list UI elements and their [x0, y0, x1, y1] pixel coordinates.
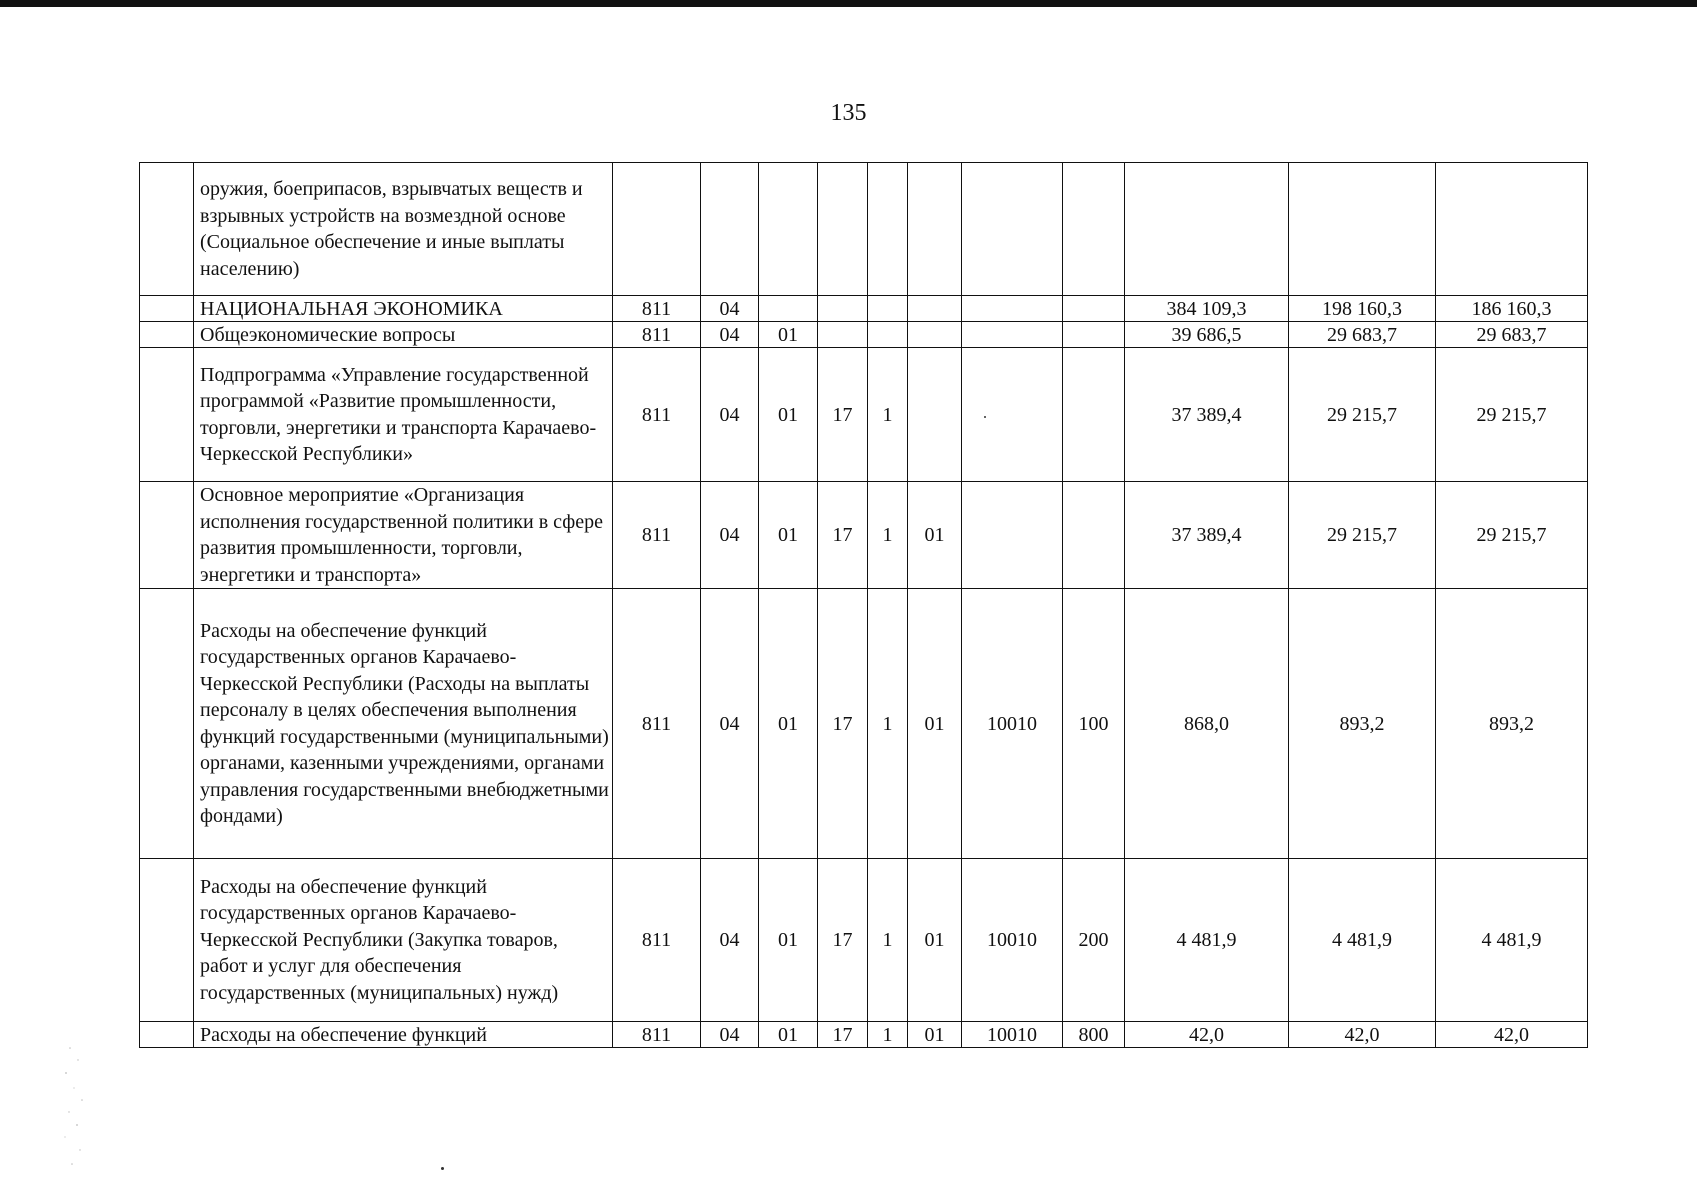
cell-p3: 01	[908, 482, 962, 589]
cell-p3	[908, 163, 962, 296]
cell-p3: 01	[908, 859, 962, 1022]
cell-y3: 186 160,3	[1436, 296, 1588, 322]
cell-y3: 29 683,7	[1436, 322, 1588, 348]
page-number: 135	[830, 100, 867, 126]
cell-y2: 42,0	[1289, 1022, 1436, 1048]
cell-name: Общеэкономические вопросы	[194, 322, 613, 348]
cell-rz: 04	[701, 296, 759, 322]
cell-ved: 811	[613, 589, 701, 859]
cell-vr	[1063, 348, 1125, 482]
cell-y2: 29 215,7	[1289, 482, 1436, 589]
cell-p1	[818, 296, 868, 322]
cell-name: оружия, боеприпасов, взрывчатых веществ и взрывных устройств на возмездной основе (Социальное обеспечение и иные выплаты населению)	[194, 163, 613, 296]
cell-pr: 01	[759, 482, 818, 589]
table-body	[140, 163, 1588, 1048]
cell-p2: 1	[868, 859, 908, 1022]
cell-pr: 01	[759, 859, 818, 1022]
cell-name: Расходы на обеспечение функций	[194, 1022, 613, 1048]
cell-ved: 811	[613, 482, 701, 589]
cell-rz: 04	[701, 1022, 759, 1048]
cell-p1: 17	[818, 859, 868, 1022]
cell-ved: 811	[613, 859, 701, 1022]
cell-p3	[908, 322, 962, 348]
cell-vr: 800	[1063, 1022, 1125, 1048]
cell-name: НАЦИОНАЛЬНАЯ ЭКОНОМИКА	[194, 296, 613, 322]
cell-pr: 01	[759, 589, 818, 859]
table-row	[140, 482, 1588, 589]
cell-p1: 17	[818, 348, 868, 482]
cell-y2	[1289, 163, 1436, 296]
budget-table	[139, 162, 1588, 1048]
cell-ved	[613, 163, 701, 296]
cell-ved: 811	[613, 322, 701, 348]
table-row	[140, 322, 1588, 348]
cell-vr: 200	[1063, 859, 1125, 1022]
row-index-cell	[140, 589, 194, 859]
row-index-cell	[140, 296, 194, 322]
cell-rz: 04	[701, 589, 759, 859]
cell-p4	[962, 482, 1063, 589]
table-row	[140, 1022, 1588, 1048]
cell-p1	[818, 163, 868, 296]
cell-y3: 42,0	[1436, 1022, 1588, 1048]
cell-name: Подпрограмма «Управление государственной программой «Развитие промышленности, торговли, энергетики и транспорта Карачаево-Черкесской Республики»	[194, 348, 613, 482]
cell-y1: 39 686,5	[1125, 322, 1289, 348]
row-index-cell	[140, 322, 194, 348]
cell-p2	[868, 296, 908, 322]
cell-y1: 4 481,9	[1125, 859, 1289, 1022]
cell-p4	[962, 296, 1063, 322]
cell-rz	[701, 163, 759, 296]
cell-y1: 384 109,3	[1125, 296, 1289, 322]
cell-p1: 17	[818, 482, 868, 589]
cell-y2: 29 215,7	[1289, 348, 1436, 482]
cell-p1	[818, 322, 868, 348]
cell-y3	[1436, 163, 1588, 296]
cell-pr: 01	[759, 322, 818, 348]
cell-rz: 04	[701, 859, 759, 1022]
row-index-cell	[140, 348, 194, 482]
cell-y2: 4 481,9	[1289, 859, 1436, 1022]
cell-p2	[868, 163, 908, 296]
cell-y1	[1125, 163, 1289, 296]
cell-rz: 04	[701, 348, 759, 482]
cell-p2: 1	[868, 348, 908, 482]
cell-y1: 868,0	[1125, 589, 1289, 859]
cell-p4: 10010	[962, 859, 1063, 1022]
cell-p2: 1	[868, 1022, 908, 1048]
cell-vr	[1063, 296, 1125, 322]
cell-p2: 1	[868, 482, 908, 589]
top-scan-border	[0, 0, 1697, 7]
cell-p2: 1	[868, 589, 908, 859]
cell-pr: 01	[759, 1022, 818, 1048]
cell-p4: 10010	[962, 1022, 1063, 1048]
row-index-cell	[140, 1022, 194, 1048]
scan-speck	[984, 416, 986, 418]
scan-noise	[60, 1040, 100, 1180]
row-index-cell	[140, 163, 194, 296]
table-row	[140, 859, 1588, 1022]
cell-p4	[962, 348, 1063, 482]
cell-vr	[1063, 482, 1125, 589]
table-row	[140, 348, 1588, 482]
cell-y3: 29 215,7	[1436, 348, 1588, 482]
cell-rz: 04	[701, 482, 759, 589]
cell-ved: 811	[613, 296, 701, 322]
cell-ved: 811	[613, 1022, 701, 1048]
cell-name: Расходы на обеспечение функций государственных органов Карачаево-Черкесской Республики (Расходы на выплаты персоналу в целях обеспечения выполнения функций государственными (муниципальными) органами, казенными учреждениями, органами управления государственными внебюджетными фондами)	[194, 589, 613, 859]
cell-p1: 17	[818, 589, 868, 859]
cell-y2: 29 683,7	[1289, 322, 1436, 348]
cell-p4	[962, 163, 1063, 296]
cell-name: Расходы на обеспечение функций государственных органов Карачаево-Черкесской Республики (Закупка товаров, работ и услуг для обеспечения государственных (муниципальных) нужд)	[194, 859, 613, 1022]
table-row	[140, 163, 1588, 296]
cell-p3	[908, 296, 962, 322]
cell-p3	[908, 348, 962, 482]
cell-vr	[1063, 163, 1125, 296]
cell-y3: 29 215,7	[1436, 482, 1588, 589]
cell-vr	[1063, 322, 1125, 348]
cell-pr: 01	[759, 348, 818, 482]
cell-p4	[962, 322, 1063, 348]
cell-y3: 893,2	[1436, 589, 1588, 859]
table-row	[140, 296, 1588, 322]
cell-p3: 01	[908, 1022, 962, 1048]
scan-speck	[441, 1167, 444, 1170]
cell-y1: 42,0	[1125, 1022, 1289, 1048]
cell-y1: 37 389,4	[1125, 482, 1289, 589]
cell-vr: 100	[1063, 589, 1125, 859]
cell-pr	[759, 163, 818, 296]
cell-p1: 17	[818, 1022, 868, 1048]
cell-rz: 04	[701, 322, 759, 348]
cell-ved: 811	[613, 348, 701, 482]
table-row	[140, 589, 1588, 859]
row-index-cell	[140, 482, 194, 589]
cell-p3: 01	[908, 589, 962, 859]
cell-p4: 10010	[962, 589, 1063, 859]
cell-y2: 893,2	[1289, 589, 1436, 859]
cell-y3: 4 481,9	[1436, 859, 1588, 1022]
cell-y2: 198 160,3	[1289, 296, 1436, 322]
cell-p2	[868, 322, 908, 348]
cell-name: Основное мероприятие «Организация исполнения государственной политики в сфере развития промышленности, торговли, энергетики и транспорта»	[194, 482, 613, 589]
row-index-cell	[140, 859, 194, 1022]
cell-y1: 37 389,4	[1125, 348, 1289, 482]
cell-pr	[759, 296, 818, 322]
